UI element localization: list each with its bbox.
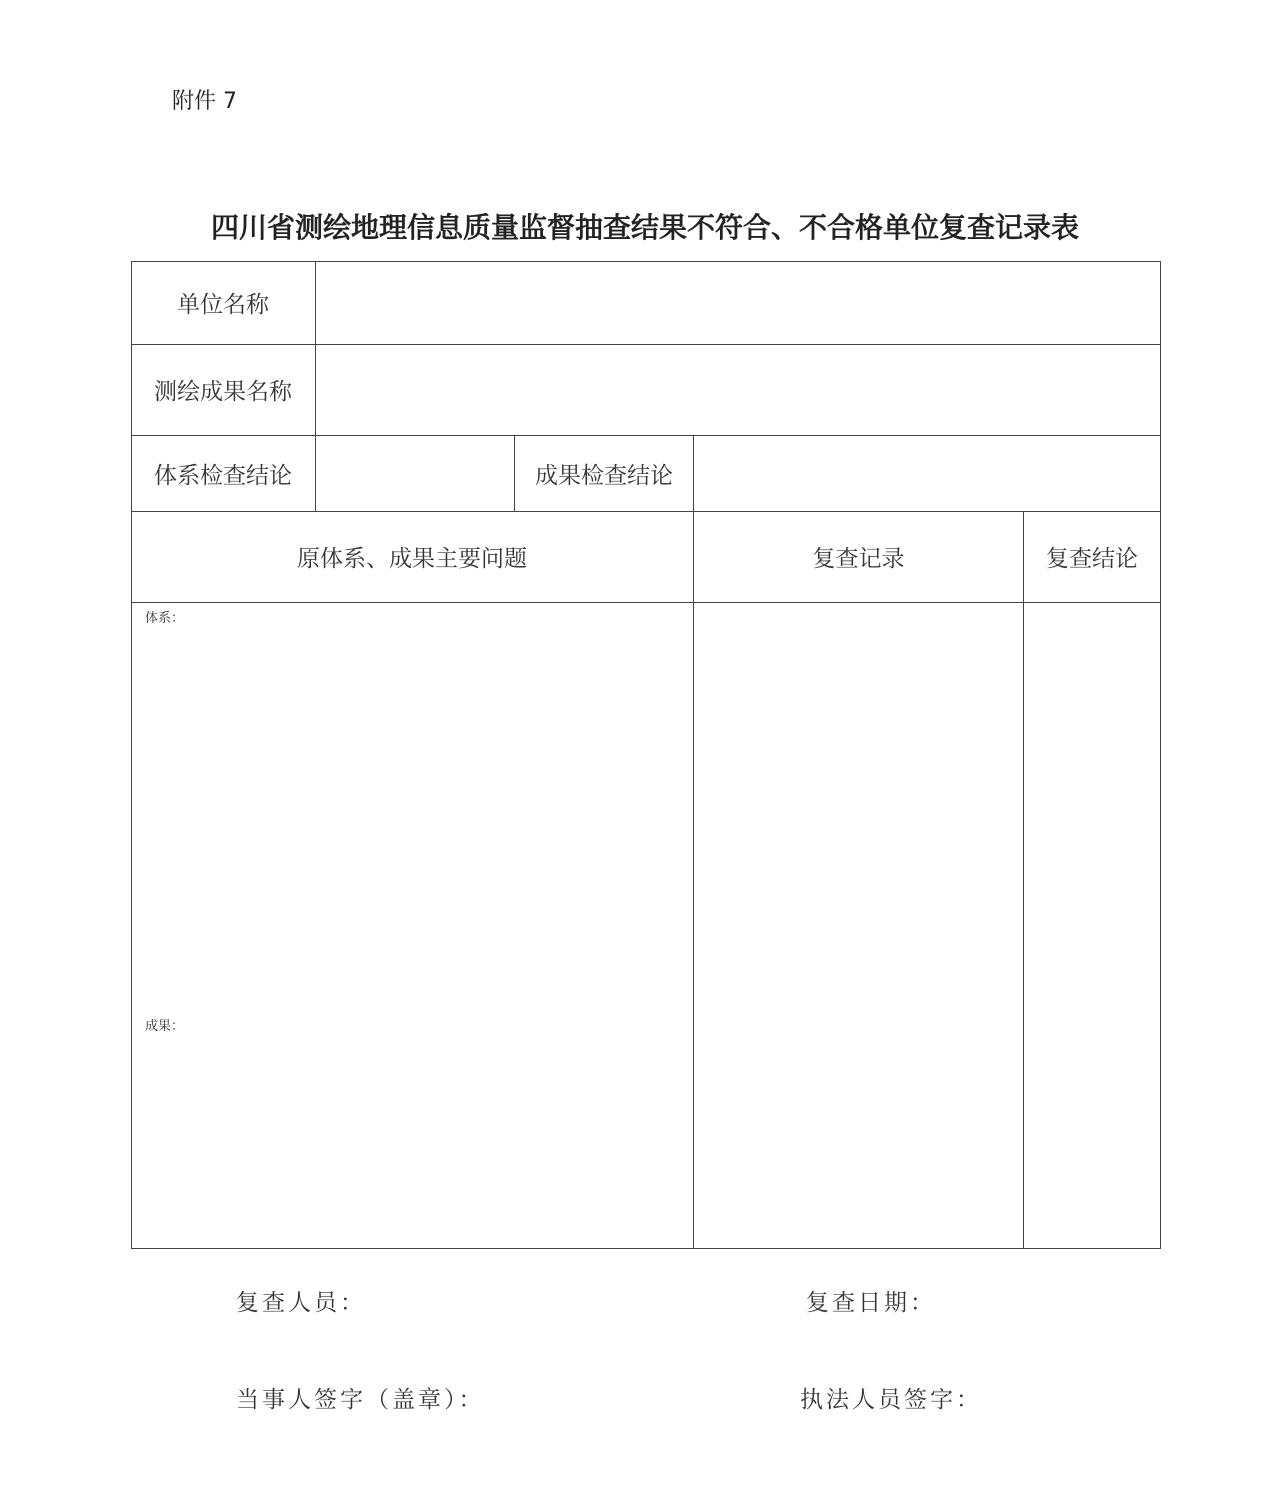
system-conclusion-field[interactable] <box>316 435 514 511</box>
result-conclusion-label: 成果检查结论 <box>535 462 673 489</box>
system-note-label: 体系： <box>145 611 185 626</box>
officer-signature-label: 执法人员签字： <box>800 1387 982 1413</box>
system-conclusion-label: 体系检查结论 <box>154 462 292 489</box>
attachment-label: 附件 7 <box>172 89 237 114</box>
problems-area[interactable] <box>132 603 693 1248</box>
review-date-label: 复查日期： <box>806 1290 936 1316</box>
result-conclusion-field[interactable] <box>694 435 1160 511</box>
unit-name-label: 单位名称 <box>177 292 269 318</box>
page-title: 四川省测绘地理信息质量监督抽查结果不符合、不合格单位复查记录表 <box>210 211 1079 244</box>
party-signature-label: 当事人签字（盖章）： <box>236 1387 485 1413</box>
result-name-field[interactable] <box>316 344 1160 435</box>
review-record-header: 复查记录 <box>812 546 905 572</box>
result-name-label: 测绘成果名称 <box>154 379 292 405</box>
table-border-bottom <box>131 1248 1161 1249</box>
table-border-right <box>1160 261 1161 1249</box>
problems-header: 原体系、成果主要问题 <box>297 546 527 572</box>
review-record-area[interactable] <box>694 603 1023 1248</box>
result-note-label: 成果： <box>145 1019 185 1034</box>
review-conclusion-area[interactable] <box>1024 603 1160 1248</box>
review-conclusion-header: 复查结论 <box>1046 546 1138 572</box>
unit-name-field[interactable] <box>316 261 1160 344</box>
reviewer-label: 复查人员： <box>236 1290 366 1316</box>
